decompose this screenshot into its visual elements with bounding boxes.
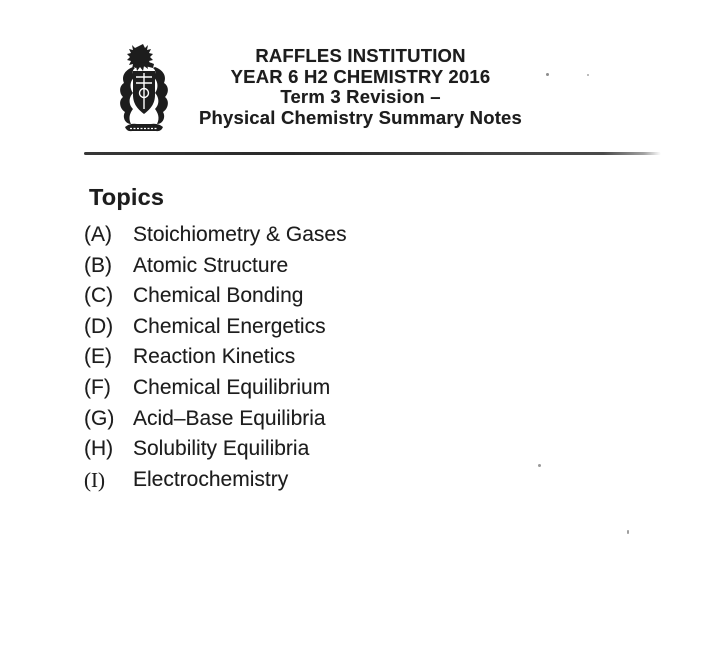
scan-speck <box>627 530 629 534</box>
topic-title: Chemical Equilibrium <box>133 375 331 399</box>
topic-title: Chemical Bonding <box>133 284 304 308</box>
scan-speck <box>587 74 589 76</box>
topic-item-b <box>84 251 347 282</box>
header-subject-line: Physical Chemistry Summary Notes <box>198 107 523 129</box>
header-course-name: YEAR 6 H2 CHEMISTRY 2016 <box>230 65 491 87</box>
topic-item-d <box>84 312 347 343</box>
header-term-line: Term 3 Revision – <box>280 86 441 108</box>
topics-list <box>84 220 347 495</box>
topic-item-g <box>84 404 347 435</box>
document-header <box>133 46 588 129</box>
topic-label: (F) <box>84 375 111 399</box>
topic-item-e <box>84 342 347 373</box>
topic-title: Electrochemistry <box>133 467 289 491</box>
topic-title: Chemical Energetics <box>133 314 326 338</box>
topic-label: (E) <box>84 345 112 369</box>
topic-title: Solubility Equilibria <box>133 437 310 461</box>
header-school-name: RAFFLES INSTITUTION <box>255 45 466 66</box>
header-divider-line <box>84 152 661 155</box>
topic-title: Stoichiometry & Gases <box>133 223 347 246</box>
topic-label: (I) <box>84 467 105 492</box>
topic-label: (D) <box>84 314 114 338</box>
topics-heading: Topics <box>89 184 165 210</box>
topic-item-f <box>84 373 347 404</box>
topic-item-a <box>84 220 347 251</box>
topic-item-h <box>84 434 347 465</box>
topic-item-i <box>84 465 347 496</box>
topic-item-c <box>84 281 347 312</box>
topic-title: Reaction Kinetics <box>133 345 296 369</box>
topic-label: (B) <box>84 253 112 277</box>
topic-label: (A) <box>84 223 112 246</box>
topic-label: (G) <box>84 406 115 430</box>
topic-title: Atomic Structure <box>133 253 289 277</box>
scan-speck <box>546 73 549 76</box>
topic-title: Acid–Base Equilibria <box>133 406 326 430</box>
topic-label: (H) <box>84 437 114 461</box>
scan-speck <box>538 464 541 467</box>
topic-label: (C) <box>84 284 114 308</box>
